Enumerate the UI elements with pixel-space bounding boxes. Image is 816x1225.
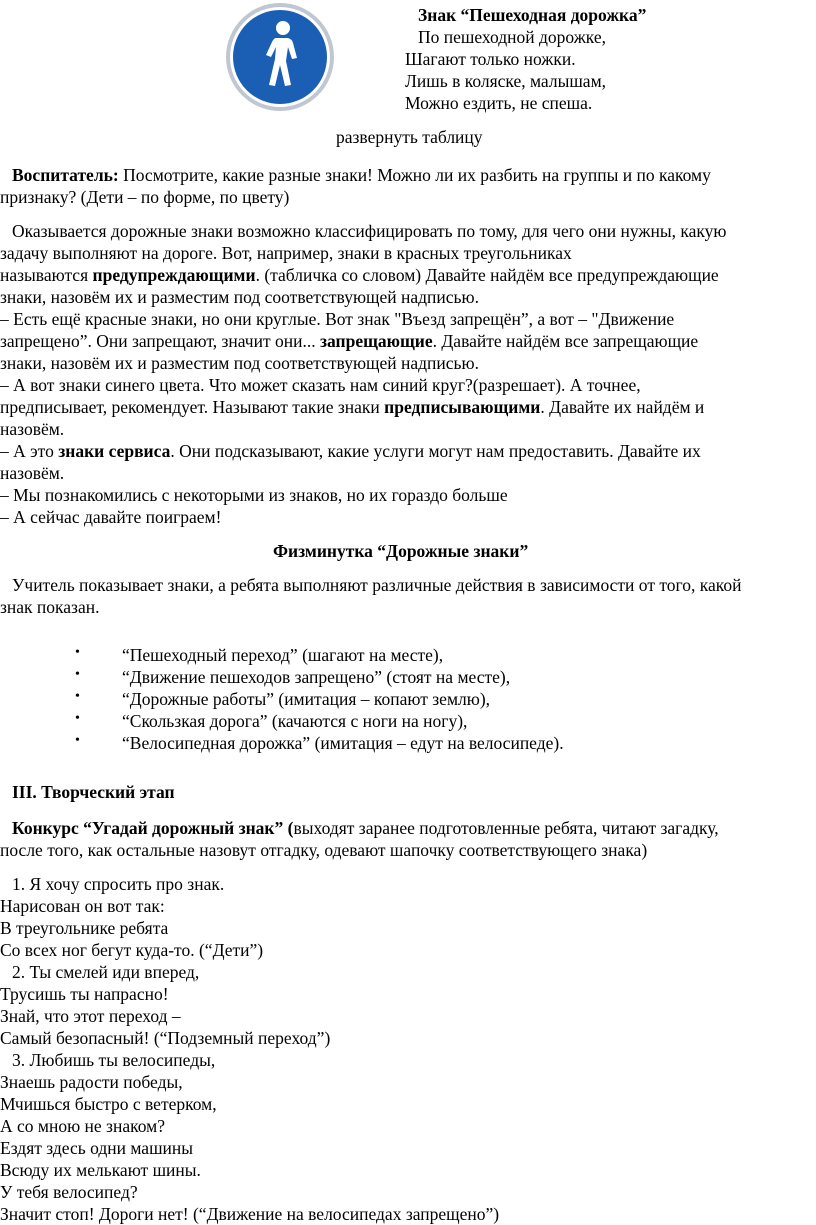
bullet-icon: •: [75, 689, 80, 704]
poem-line: Можно ездить, не спеша.: [405, 93, 593, 113]
riddle-line: Трусишь ты напрасно!: [0, 984, 169, 1004]
poem-line: Шагают только ножки.: [405, 49, 576, 69]
paragraph-line: предписывает, рекомендует. Называют такие знаки предписывающими. Давайте их найдём и: [0, 397, 705, 417]
list-item: “Пешеходный переход” (шагают на месте),: [122, 645, 444, 665]
riddle-line: 3. Любишь ты велосипеды,: [12, 1050, 216, 1070]
riddle-line: Значит стоп! Дороги нет! (“Движение на велосипедах запрещено”): [0, 1204, 500, 1224]
poem-line: Лишь в коляске, малышам,: [405, 71, 607, 91]
list-item: “Дорожные работы” (имитация – копают землю),: [122, 689, 491, 709]
riddle-line: У тебя велосипед?: [0, 1182, 138, 1202]
bullet-icon: •: [75, 645, 80, 660]
paragraph-line: назовём.: [0, 419, 65, 439]
section-heading: III. Творческий этап: [12, 782, 175, 802]
bullet-icon: •: [75, 667, 80, 682]
riddle-line: 1. Я хочу спросить про знак.: [12, 874, 225, 894]
riddle-line: Самый безопасный! (“Подземный переход”): [0, 1028, 331, 1048]
list-item: “Движение пешеходов запрещено” (стоят на месте),: [122, 667, 511, 687]
paragraph-line: называются предупреждающими. (табличка со словом) Давайте найдём все предупреждающие: [0, 265, 719, 285]
list-item: “Скользкая дорога” (качаются с ноги на ногу),: [122, 711, 468, 731]
paragraph-line: задачу выполняют на дороге. Вот, например, знаки в красных треугольниках: [0, 243, 572, 263]
paragraph-line: – А это знаки сервиса. Они подсказывают, какие услуги могут нам предоставить. Давайте их: [0, 441, 701, 461]
riddle-line: Нарисован он вот так:: [0, 896, 165, 916]
paragraph-line: Учитель показывает знаки, а ребята выполняют различные действия в зависимости от того, какой: [12, 575, 742, 595]
riddle-line: Со всех ног бегут куда-то. (“Дети”): [0, 940, 264, 960]
paragraph-line: знаки, назовём их и разместим под соответствующей надписью.: [0, 353, 479, 373]
riddle-line: Ездят здесь одни машины: [0, 1138, 194, 1158]
bullet-icon: •: [75, 733, 80, 748]
riddle-line: Мчишься быстро с ветерком,: [0, 1094, 217, 1114]
paragraph-line: знак показан.: [0, 597, 100, 617]
list-item: “Велосипедная дорожка” (имитация – едут на велосипеде).: [122, 733, 564, 753]
paragraph-line: Воспитатель: Посмотрите, какие разные знаки! Можно ли их разбить на группы и по какому: [12, 165, 711, 185]
paragraph-line: признаку? (Дети – по форме, по цвету): [0, 187, 290, 207]
riddle-line: Всюду их мелькают шины.: [0, 1160, 201, 1180]
bullet-icon: •: [75, 711, 80, 726]
paragraph-line: знаки, назовём их и разместим под соответствующей надписью.: [0, 287, 479, 307]
poem-title: Знак “Пешеходная дорожка”: [418, 5, 647, 25]
pedestrian-path-sign-icon: [224, 1, 336, 113]
riddle-line: А со мною не знаком?: [0, 1116, 165, 1136]
paragraph-line: после того, как остальные назовут отгадку, одевают шапочку соответствующего знака): [0, 840, 648, 860]
riddle-line: 2. Ты смелей иди вперед,: [12, 962, 200, 982]
paragraph-line: назовём.: [0, 463, 65, 483]
paragraph-line: запрещено”. Они запрещают, значит они... запрещающие. Давайте найдём все запрещающие: [0, 331, 699, 351]
paragraph-line: – А сейчас давайте поиграем!: [0, 507, 222, 527]
paragraph-line: – А вот знаки синего цвета. Что может сказать нам синий круг?(разрешает). А точнее,: [0, 375, 641, 395]
expand-table-link[interactable]: развернуть таблицу: [336, 127, 483, 147]
paragraph-line: – Есть ещё красные знаки, но они круглые. Вот знак "Въезд запрещён”, а вот – "Движение: [0, 309, 675, 329]
riddle-line: Знаешь радости победы,: [0, 1072, 183, 1092]
poem-line: По пешеходной дорожке,: [418, 27, 607, 47]
paragraph-line: Конкурс “Угадай дорожный знак” (выходят заранее подготовленные ребята, читают загадку,: [12, 818, 719, 838]
paragraph-line: Оказывается дорожные знаки возможно классифицировать по тому, для чего они нужны, какую: [12, 221, 727, 241]
section-title: Физминутка “Дорожные знаки”: [273, 541, 529, 561]
riddle-line: Знай, что этот переход –: [0, 1006, 181, 1026]
riddle-line: В треугольнике ребята: [0, 918, 169, 938]
paragraph-line: – Мы познакомились с некоторыми из знаков, но их гораздо больше: [0, 485, 508, 505]
